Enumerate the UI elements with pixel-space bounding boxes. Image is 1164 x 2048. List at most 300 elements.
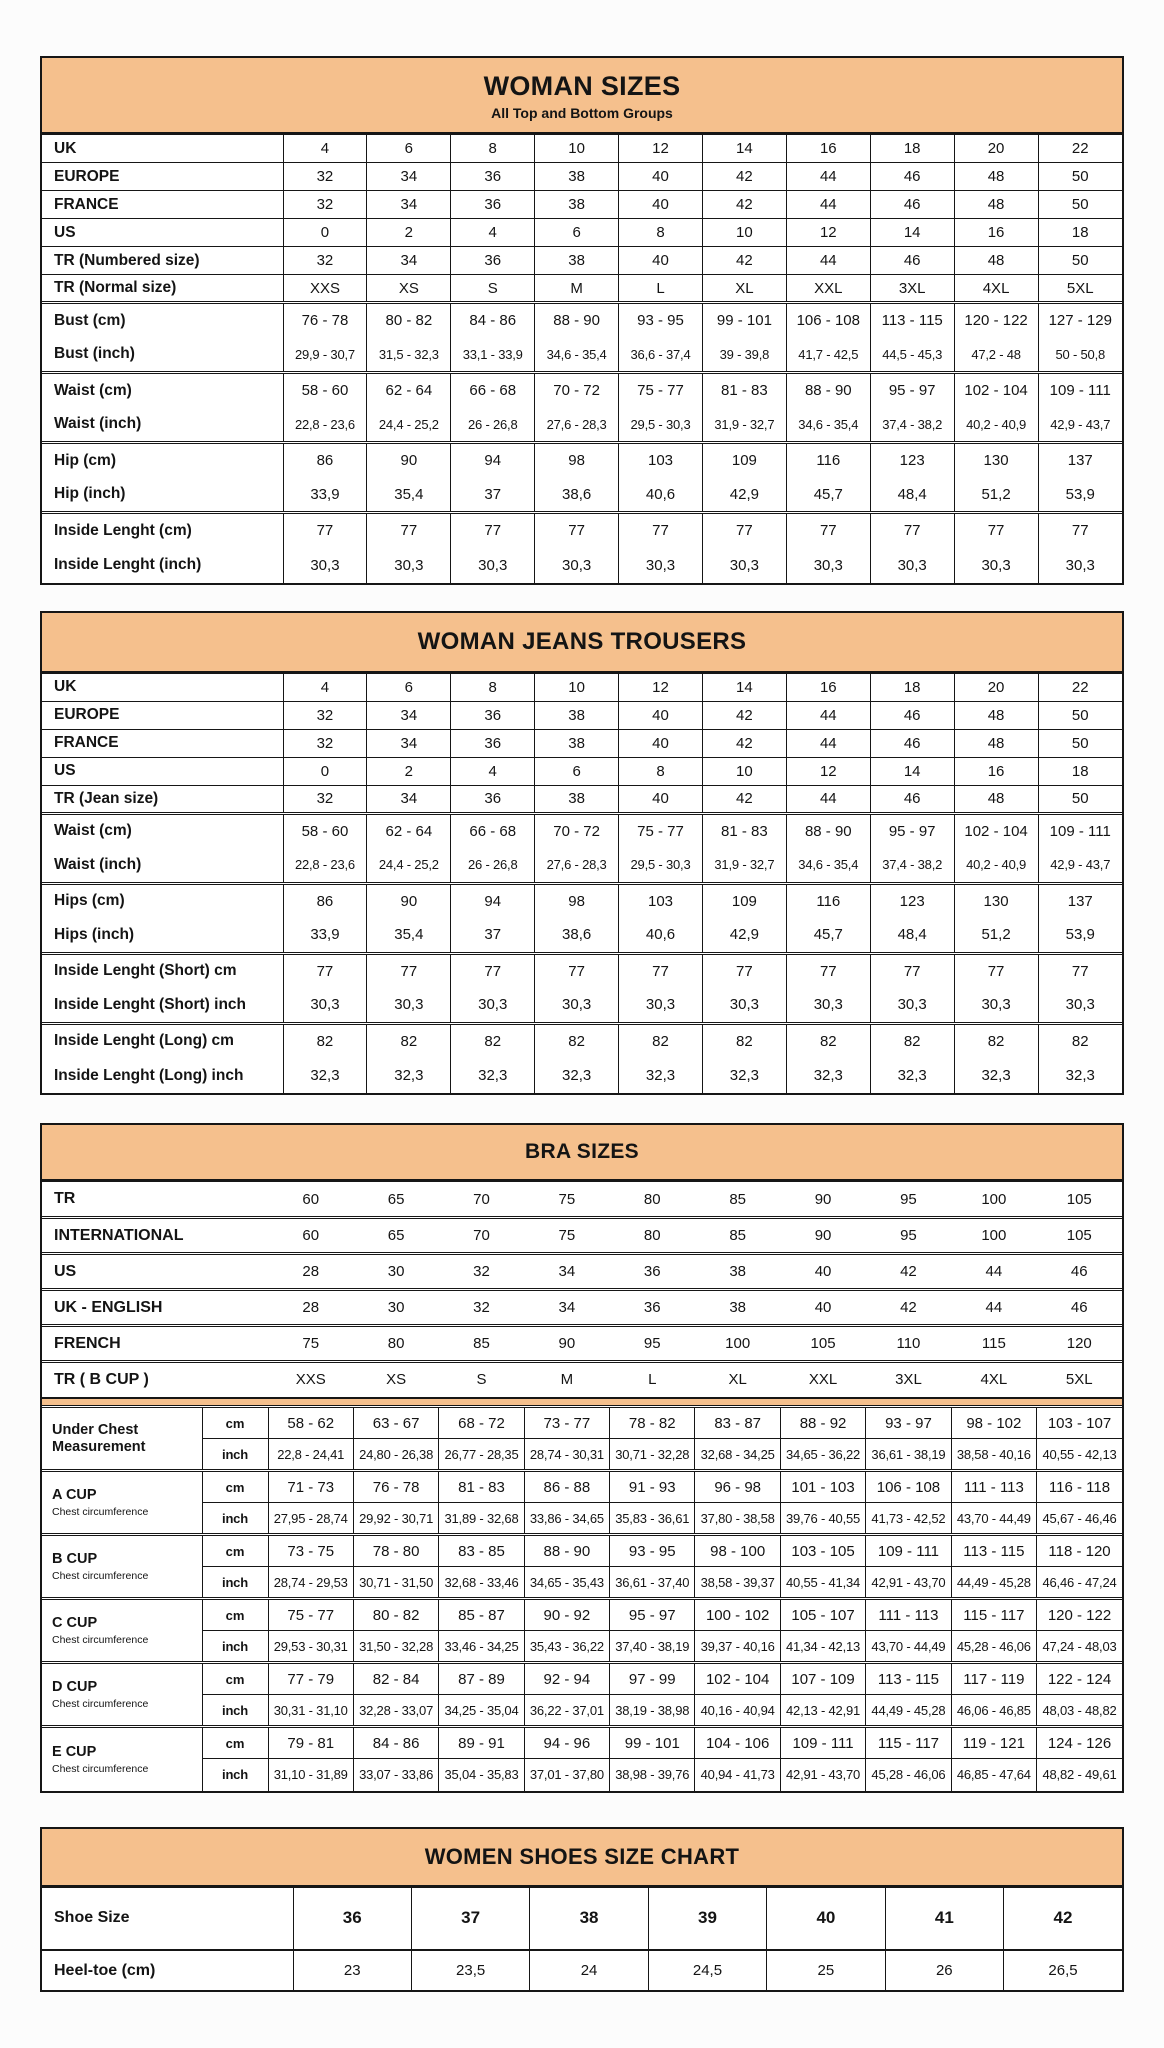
size-cell: 42,9 [702, 478, 786, 513]
size-cell: 42 [702, 247, 786, 275]
size-cell: 42,9 - 43,7 [1038, 408, 1122, 443]
row-label: Hips (cm) [42, 883, 283, 918]
size-cell: 42 [1004, 1887, 1122, 1950]
bra-sizes-title-band [42, 1125, 1122, 1181]
size-cell: S [439, 1362, 524, 1398]
size-cell: 60 [268, 1218, 353, 1254]
size-cell: 77 [954, 513, 1038, 548]
size-cell: 81 - 83 [702, 373, 786, 408]
size-cell: 88 - 90 [524, 1535, 609, 1567]
size-cell: 95 - 97 [870, 373, 954, 408]
size-cell: 113 - 115 [866, 1663, 951, 1695]
size-cell: 90 [780, 1182, 865, 1218]
size-cell: 76 - 78 [353, 1471, 438, 1503]
size-cell: 39,76 - 40,55 [780, 1503, 865, 1535]
row-label: Waist (inch) [54, 855, 142, 873]
size-cell: 35,4 [367, 918, 451, 953]
size-cell: 82 [619, 1023, 703, 1058]
size-cell: 10 [702, 219, 786, 247]
women-shoes-grid [42, 1887, 1122, 1991]
size-cell: 14 [870, 219, 954, 247]
size-cell: 42 [702, 191, 786, 219]
size-cell: 30,3 [954, 548, 1038, 583]
size-cell: 37,01 - 37,80 [524, 1759, 609, 1791]
size-cell: 137 [1038, 883, 1122, 918]
table-title: WOMEN SHOES SIZE CHART [424, 1843, 740, 1869]
size-cell: 101 - 103 [780, 1471, 865, 1503]
size-cell: 38,19 - 38,98 [610, 1695, 695, 1727]
size-cell: 8 [451, 135, 535, 163]
size-cell: 85 [695, 1218, 780, 1254]
size-cell: 43,70 - 44,49 [951, 1503, 1036, 1535]
size-cell: 42,91 - 43,70 [780, 1759, 865, 1791]
size-cell: 38 [695, 1290, 780, 1326]
size-cell: 98 [535, 443, 619, 478]
size-cell: XL [695, 1362, 780, 1398]
size-cell: 38,6 [535, 918, 619, 953]
size-cell: 0 [283, 757, 367, 785]
size-cell: 111 - 113 [951, 1471, 1036, 1503]
size-cell: 38 [535, 701, 619, 729]
cup-label [42, 1599, 202, 1663]
size-cell: 45,28 - 46,06 [951, 1631, 1036, 1663]
size-cell: 40 [619, 729, 703, 757]
table-row [42, 1362, 1122, 1398]
row-label: Inside Lenght (inch) [54, 556, 202, 573]
row-label: US [42, 757, 283, 785]
table-row [42, 757, 1122, 785]
size-cell: 10 [535, 135, 619, 163]
size-cell: 30,3 [619, 988, 703, 1023]
row-label: Hips (inch) [54, 925, 135, 943]
size-cell: 95 [610, 1326, 695, 1362]
size-cell: 18 [870, 135, 954, 163]
size-cell: 39,37 - 40,16 [695, 1631, 780, 1663]
size-cell: 37,4 - 38,2 [870, 848, 954, 883]
row-label: Waist (cm) [42, 813, 283, 848]
cup-label [42, 1663, 202, 1727]
row-label: Waist (inch) [54, 415, 142, 433]
size-cell: 30,3 [786, 548, 870, 583]
size-cell: 48 [954, 701, 1038, 729]
row-label: US [42, 219, 283, 247]
size-cell: 2 [367, 219, 451, 247]
size-cell: 62 - 64 [367, 373, 451, 408]
size-cell: 35,83 - 36,61 [610, 1503, 695, 1535]
size-cell: 50 [1038, 247, 1122, 275]
size-cell: 51,2 [954, 918, 1038, 953]
size-cell: 116 [786, 883, 870, 918]
table-row [42, 219, 1122, 247]
size-cell: 30,3 [283, 548, 367, 583]
size-cell: 109 - 111 [780, 1727, 865, 1759]
size-cell: 29,9 - 30,7 [283, 338, 367, 373]
size-cell: 77 [702, 513, 786, 548]
size-cell: 28 [268, 1290, 353, 1326]
size-cell: 30,3 [535, 548, 619, 583]
size-cell: 50 [1038, 785, 1122, 813]
size-cell: 82 [535, 1023, 619, 1058]
cup-name: E CUP [52, 1743, 97, 1760]
size-cell: 32 [439, 1290, 524, 1326]
unit-label: cm [202, 1535, 268, 1567]
size-cell: 78 - 80 [353, 1535, 438, 1567]
unit-label: inch [202, 1759, 268, 1791]
cup-subtitle: Chest circumference [52, 1569, 149, 1582]
size-cell: 26 [885, 1950, 1003, 1990]
row-label: Heel-toe (cm) [42, 1950, 293, 1990]
table-row [42, 953, 1122, 988]
size-cell: 89 - 91 [439, 1727, 524, 1759]
size-cell: 45,7 [786, 478, 870, 513]
size-cell: 30,3 [702, 548, 786, 583]
size-cell: 36 [451, 701, 535, 729]
cup-name: B CUP [52, 1551, 98, 1568]
size-cell: 32,3 [870, 1058, 954, 1093]
table-row [42, 1535, 1122, 1567]
size-cell: 50 - 50,8 [1038, 338, 1122, 373]
size-cell: 31,10 - 31,89 [268, 1759, 353, 1791]
size-cell: 76 - 78 [283, 303, 367, 338]
cup-label [42, 1535, 202, 1599]
size-cell: 90 - 92 [524, 1599, 609, 1631]
table-row [42, 1599, 1122, 1631]
size-cell: 109 - 111 [1038, 373, 1122, 408]
size-cell: 45,28 - 46,06 [866, 1759, 951, 1791]
size-cell: 34 [367, 729, 451, 757]
size-cell: 42 [702, 701, 786, 729]
table-row [42, 701, 1122, 729]
size-cell: 33,9 [283, 478, 367, 513]
size-cell: 77 [954, 953, 1038, 988]
size-cell: 33,07 - 33,86 [353, 1759, 438, 1791]
size-cell: 60 [268, 1182, 353, 1218]
table-row [42, 1759, 1122, 1791]
size-cell: 3XL [866, 1362, 951, 1398]
size-cell: 100 - 102 [695, 1599, 780, 1631]
size-cell: 77 [367, 513, 451, 548]
size-cell: 85 [439, 1326, 524, 1362]
size-cell: 115 - 117 [866, 1727, 951, 1759]
size-cell: 32,3 [367, 1058, 451, 1093]
size-cell: 40,2 - 40,9 [954, 408, 1038, 443]
size-cell: 77 [786, 953, 870, 988]
size-cell: 77 [1038, 513, 1122, 548]
size-cell: 75 [524, 1182, 609, 1218]
size-cell: 34,25 - 35,04 [439, 1695, 524, 1727]
size-cell: 38,58 - 40,16 [951, 1439, 1036, 1471]
size-cell: 48,03 - 48,82 [1037, 1695, 1122, 1727]
table-row [42, 373, 1122, 408]
size-cell: 115 - 117 [951, 1599, 1036, 1631]
size-cell: 77 [870, 953, 954, 988]
size-cell: 36 [451, 163, 535, 191]
size-cell: 70 - 72 [535, 813, 619, 848]
size-cell: 32 [439, 1254, 524, 1290]
size-cell: 94 - 96 [524, 1727, 609, 1759]
woman-sizes-title-band [42, 58, 1122, 134]
size-cell: 2 [367, 757, 451, 785]
size-cell: 34,6 - 35,4 [786, 848, 870, 883]
size-cell: 32 [283, 247, 367, 275]
row-label: Hip (inch) [54, 485, 126, 503]
size-cell: 40,6 [619, 478, 703, 513]
size-cell: 105 [1037, 1218, 1122, 1254]
size-cell: 40 [619, 163, 703, 191]
size-cell: 90 [780, 1218, 865, 1254]
size-cell: 40 [619, 785, 703, 813]
table-row [42, 275, 1122, 303]
size-cell: 44 [951, 1254, 1036, 1290]
size-cell: 99 - 101 [702, 303, 786, 338]
size-cell: 44,49 - 45,28 [866, 1695, 951, 1727]
size-cell: 18 [1038, 219, 1122, 247]
row-label: TR (Normal size) [42, 275, 283, 303]
table-row [42, 303, 1122, 338]
size-cell: 3XL [870, 275, 954, 303]
size-cell: 87 - 89 [439, 1663, 524, 1695]
table-row [42, 883, 1122, 918]
size-cell: 93 - 97 [866, 1407, 951, 1439]
size-cell: 100 [695, 1326, 780, 1362]
size-cell: 38 [535, 247, 619, 275]
size-cell: 44 [786, 785, 870, 813]
row-label: UK - ENGLISH [42, 1290, 268, 1326]
table-subtitle: All Top and Bottom Groups [491, 105, 673, 121]
size-cell: 36 [610, 1290, 695, 1326]
size-cell: 44,49 - 45,28 [951, 1567, 1036, 1599]
unit-label: inch [202, 1567, 268, 1599]
size-cell: 32,3 [619, 1058, 703, 1093]
table-row [42, 443, 1122, 478]
size-cell: 32,3 [786, 1058, 870, 1093]
size-cell: 41 [885, 1887, 1003, 1950]
size-cell: 35,4 [367, 478, 451, 513]
size-cell: XXS [268, 1362, 353, 1398]
size-cell: 82 - 84 [353, 1663, 438, 1695]
table-row [42, 1567, 1122, 1599]
size-cell: 18 [870, 673, 954, 701]
table-row [42, 1471, 1122, 1503]
size-cell: 90 [367, 443, 451, 478]
unit-label: inch [202, 1631, 268, 1663]
size-cell: 32,28 - 33,07 [353, 1695, 438, 1727]
row-label: Bust (cm) [42, 303, 283, 338]
size-cell: 82 [954, 1023, 1038, 1058]
row-label: UK [42, 135, 283, 163]
size-cell: 34 [367, 163, 451, 191]
table-row [42, 163, 1122, 191]
size-cell: 47,24 - 48,03 [1037, 1631, 1122, 1663]
table-row [42, 478, 1122, 513]
size-cell: 66 - 68 [451, 373, 535, 408]
size-cell: 130 [954, 883, 1038, 918]
size-cell: 32,3 [954, 1058, 1038, 1093]
size-cell: 46 [870, 191, 954, 219]
row-label: Bust (inch) [54, 345, 135, 363]
row-label: FRANCE [42, 191, 283, 219]
size-cell: 30,3 [1038, 548, 1122, 583]
size-cell: 82 [702, 1023, 786, 1058]
woman-jeans-grid [42, 673, 1122, 1094]
row-label: Hip (cm) [42, 443, 283, 478]
size-cell: 44 [786, 191, 870, 219]
size-cell: 65 [353, 1182, 438, 1218]
size-cell: 77 [786, 513, 870, 548]
size-cell: XL [702, 275, 786, 303]
separator-bar [42, 1398, 1122, 1407]
size-cell: 109 [702, 443, 786, 478]
size-cell: 58 - 62 [268, 1407, 353, 1439]
size-cell: XXL [780, 1362, 865, 1398]
size-cell: 42 [702, 729, 786, 757]
size-cell: 30,3 [451, 988, 535, 1023]
size-cell: 32 [283, 701, 367, 729]
size-cell: 47,2 - 48 [954, 338, 1038, 373]
woman-jeans-title-band [42, 613, 1122, 673]
size-cell: 116 [786, 443, 870, 478]
size-cell: 43,70 - 44,49 [866, 1631, 951, 1663]
size-cell: 46 [870, 785, 954, 813]
size-cell: 48,4 [870, 918, 954, 953]
size-cell: 42 [702, 163, 786, 191]
cup-name: D CUP [52, 1679, 98, 1696]
unit-label: cm [202, 1407, 268, 1439]
size-cell: 50 [1038, 729, 1122, 757]
size-cell: 33,86 - 34,65 [524, 1503, 609, 1535]
size-cell: 34 [367, 785, 451, 813]
size-cell: 4 [451, 757, 535, 785]
size-cell: 73 - 75 [268, 1535, 353, 1567]
size-cell: 80 - 82 [353, 1599, 438, 1631]
size-cell: M [535, 275, 619, 303]
size-cell: 40 [619, 701, 703, 729]
size-cell: S [451, 275, 535, 303]
size-cell: 42,91 - 43,70 [866, 1567, 951, 1599]
size-cell: 44 [786, 701, 870, 729]
size-cell: 68 - 72 [439, 1407, 524, 1439]
size-cell: 22,8 - 24,41 [268, 1439, 353, 1471]
table-row [42, 1023, 1122, 1058]
size-cell: 46,85 - 47,64 [951, 1759, 1036, 1791]
table-row [42, 1326, 1122, 1362]
cup-subtitle: Chest circumference [52, 1633, 149, 1646]
size-cell: 36,61 - 37,40 [610, 1567, 695, 1599]
size-cell: 98 [535, 883, 619, 918]
table-row [42, 1290, 1122, 1326]
size-cell: 65 [353, 1218, 438, 1254]
size-cell: 38,58 - 39,37 [695, 1567, 780, 1599]
size-cell: 77 [702, 953, 786, 988]
size-cell: 39 - 39,8 [702, 338, 786, 373]
size-cell: 37,80 - 38,58 [695, 1503, 780, 1535]
cup-label [42, 1407, 202, 1471]
size-cell: 8 [619, 757, 703, 785]
table-row [42, 191, 1122, 219]
size-cell: 40 [619, 247, 703, 275]
size-cell: 24,80 - 26,38 [353, 1439, 438, 1471]
size-cell: 32,3 [1038, 1058, 1122, 1093]
size-cell: 70 [439, 1182, 524, 1218]
size-cell: 120 - 122 [954, 303, 1038, 338]
size-cell: 95 - 97 [610, 1599, 695, 1631]
size-cell: 62 - 64 [367, 813, 451, 848]
size-cell: 110 [866, 1326, 951, 1362]
size-cell: 102 - 104 [954, 373, 1038, 408]
size-cell: 16 [954, 757, 1038, 785]
size-cell: 5XL [1037, 1362, 1122, 1398]
size-cell: 105 [1037, 1182, 1122, 1218]
size-cell: 26,77 - 28,35 [439, 1439, 524, 1471]
table-row [42, 408, 1122, 443]
size-cell: 10 [535, 673, 619, 701]
size-cell: 88 - 92 [780, 1407, 865, 1439]
size-cell: 83 - 85 [439, 1535, 524, 1567]
size-cell: 36,22 - 37,01 [524, 1695, 609, 1727]
size-cell: 28 [268, 1254, 353, 1290]
size-cell: 70 [439, 1218, 524, 1254]
size-cell: 48 [954, 729, 1038, 757]
size-cell: 45,67 - 46,46 [1037, 1503, 1122, 1535]
size-cell: 32,3 [702, 1058, 786, 1093]
size-cell: 90 [524, 1326, 609, 1362]
size-cell: L [619, 275, 703, 303]
size-cell: 71 - 73 [268, 1471, 353, 1503]
table-row [42, 1727, 1122, 1759]
row-label: FRANCE [42, 729, 283, 757]
row-label: EUROPE [42, 163, 283, 191]
size-cell: 31,89 - 32,68 [439, 1503, 524, 1535]
size-cell: 75 [268, 1326, 353, 1362]
size-cell: 66 - 68 [451, 813, 535, 848]
size-cell: 137 [1038, 443, 1122, 478]
woman-sizes-table [40, 56, 1124, 585]
size-cell: 33,9 [283, 918, 367, 953]
size-cell: 40,16 - 40,94 [695, 1695, 780, 1727]
size-cell: 109 [702, 883, 786, 918]
size-cell: 103 - 107 [1037, 1407, 1122, 1439]
size-cell: 127 - 129 [1038, 303, 1122, 338]
size-cell: 24,4 - 25,2 [367, 848, 451, 883]
size-cell: 30,3 [1038, 988, 1122, 1023]
size-cell: 34 [367, 701, 451, 729]
size-cell: 81 - 83 [702, 813, 786, 848]
size-cell: 94 [451, 443, 535, 478]
size-cell: 113 - 115 [951, 1535, 1036, 1567]
size-cell: 4XL [951, 1362, 1036, 1398]
unit-label: cm [202, 1727, 268, 1759]
size-cell: 78 - 82 [610, 1407, 695, 1439]
row-label: FRENCH [42, 1326, 268, 1362]
size-cell: 53,9 [1038, 478, 1122, 513]
size-cell: 83 - 87 [695, 1407, 780, 1439]
size-cell: 80 - 82 [367, 303, 451, 338]
size-cell: 34 [367, 191, 451, 219]
size-cell: 40,2 - 40,9 [954, 848, 1038, 883]
size-cell: 46,46 - 47,24 [1037, 1567, 1122, 1599]
size-cell: 51,2 [954, 478, 1038, 513]
size-cell: 42 [866, 1290, 951, 1326]
cup-name: Under Chest Measurement [52, 1421, 146, 1455]
size-cell: 24,5 [648, 1950, 766, 1990]
size-cell: 50 [1038, 191, 1122, 219]
size-cell: 12 [619, 673, 703, 701]
size-cell: 40 [767, 1887, 885, 1950]
size-cell: 93 - 95 [610, 1535, 695, 1567]
size-cell: 30,3 [451, 548, 535, 583]
size-cell: 107 - 109 [780, 1663, 865, 1695]
row-label: TR ( B CUP ) [42, 1362, 268, 1398]
